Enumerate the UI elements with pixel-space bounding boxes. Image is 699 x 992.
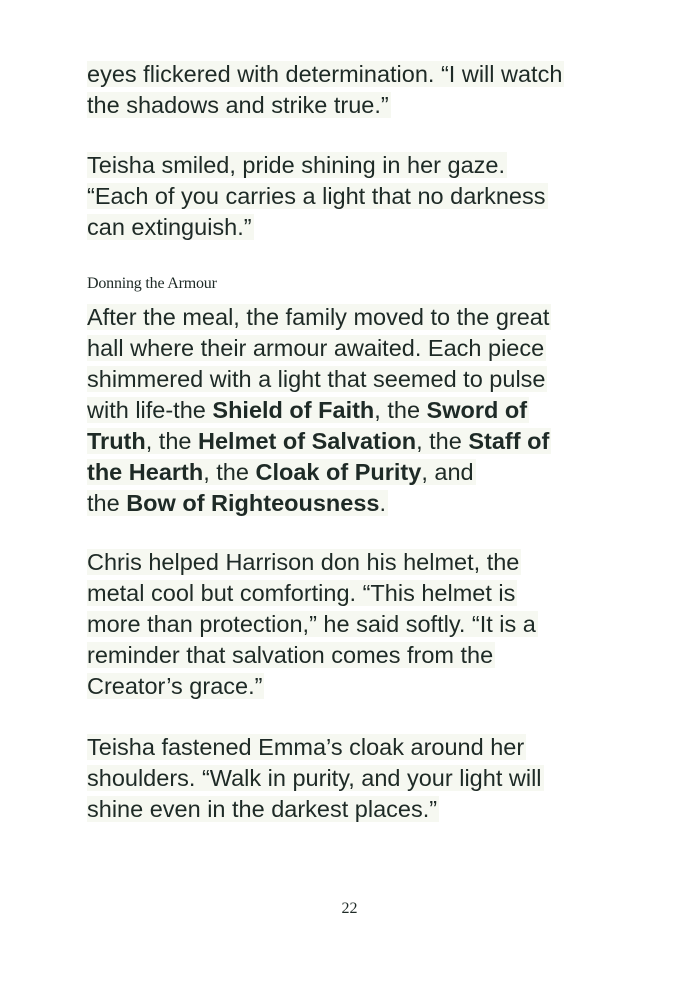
paragraph-watch-shadows	[87, 59, 647, 121]
text-line: Chris helped Harrison don his helmet, the	[87, 549, 520, 575]
page-number: 22	[341, 900, 358, 917]
text-line: shine even in the darkest places.”	[87, 796, 438, 822]
text-run: , the	[416, 428, 469, 454]
paragraph-teisha-smiled	[87, 150, 647, 243]
text-line	[87, 490, 388, 516]
text-line: Teisha smiled, pride shining in her gaze.	[87, 152, 506, 178]
text-line: Creator’s grace.”	[87, 673, 263, 699]
sword-of-truth-term-cont: Truth	[87, 428, 146, 454]
text-line	[87, 428, 551, 454]
text-line: the shadows and strike true.”	[87, 92, 389, 118]
text-line: metal cool but comforting. “This helmet is	[87, 580, 516, 606]
text-line: After the meal, the family moved to the great	[87, 304, 550, 330]
section-heading: Donning the Armour	[87, 275, 217, 292]
paragraph-armour-awaited	[87, 302, 647, 519]
text-line	[87, 397, 529, 423]
text-run: with life-the	[87, 397, 213, 423]
text-line	[87, 459, 476, 485]
text-line: reminder that salvation comes from the	[87, 642, 494, 668]
text-line: Teisha fastened Emma’s cloak around her	[87, 734, 525, 760]
text-line: hall where their armour awaited. Each piece	[87, 335, 545, 361]
staff-of-the-hearth-term-cont: the Hearth	[87, 459, 204, 485]
text-line: shimmered with a light that seemed to pulse	[87, 366, 546, 392]
text-line: eyes flickered with determination. “I will watch	[87, 61, 563, 87]
text-run: , the	[374, 397, 427, 423]
text-run: , and	[421, 459, 474, 485]
paragraph-chris-helmet	[87, 547, 647, 702]
text-run: , the	[145, 428, 199, 454]
text-line: shoulders. “Walk in purity, and your light will	[87, 765, 542, 791]
helmet-of-salvation-term: Helmet of Salvation	[198, 428, 417, 454]
sword-of-truth-term: Sword of	[426, 397, 528, 423]
text-run: the	[87, 490, 127, 516]
text-line: more than protection,” he said softly. “It is a	[87, 611, 536, 637]
shield-of-faith-term: Shield of Faith	[212, 397, 375, 423]
text-line: can extinguish.”	[87, 214, 252, 240]
staff-of-the-hearth-term: Staff of	[468, 428, 550, 454]
text-line: “Each of you carries a light that no darkness	[87, 183, 546, 209]
cloak-of-purity-term: Cloak of Purity	[255, 459, 422, 485]
text-run: .	[379, 490, 387, 516]
bow-of-righteousness-term: Bow of Righteousness	[126, 490, 380, 516]
paragraph-teisha-cloak	[87, 732, 647, 825]
text-run: , the	[203, 459, 256, 485]
